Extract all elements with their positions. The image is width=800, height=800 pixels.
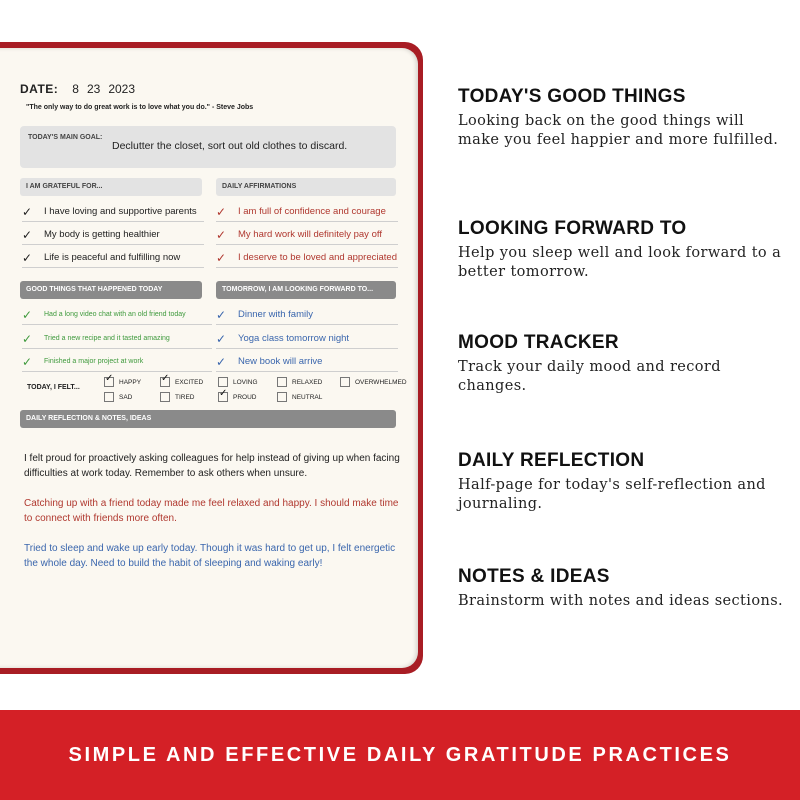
good-things-header: GOOD THINGS THAT HAPPENED TODAY — [20, 281, 202, 299]
feature-desc: Half-page for today's self-reflection and journaling. — [458, 477, 766, 512]
checkbox — [160, 392, 170, 402]
mood-relaxed — [277, 377, 322, 387]
affirm-header: DAILY AFFIRMATIONS — [216, 178, 396, 196]
good-thing-item — [22, 305, 212, 325]
feature-desc: Brainstorm with notes and ideas sections. — [458, 593, 784, 609]
mood-sad-label: SAD — [119, 393, 133, 401]
bottom-banner — [0, 710, 800, 800]
checkmark-icon: ✓ — [216, 354, 227, 369]
mood-overwhelmed-label: OVERWHELMED — [355, 378, 407, 386]
affirm-text: My hard work will definitely pay off — [238, 229, 382, 240]
feature-desc: Looking back on the good things will make you feel happier and more fulfilled. — [458, 113, 779, 148]
grateful-item — [22, 202, 204, 222]
affirm-item — [216, 202, 398, 222]
checkbox — [160, 373, 170, 387]
checkbox — [104, 373, 114, 387]
affirm-item — [216, 225, 398, 245]
checkmark-icon: ✓ — [216, 307, 227, 322]
checkmark-icon: ✓ — [216, 204, 227, 219]
feature-mood-tracker — [458, 332, 788, 396]
checkbox — [340, 377, 350, 387]
feature-title: LOOKING FORWARD TO — [458, 218, 687, 239]
grateful-text: My body is getting healthier — [44, 229, 160, 240]
feature-looking-forward — [458, 218, 788, 282]
mood-happy-label: HAPPY — [119, 378, 142, 386]
feature-todays-good-things — [458, 86, 788, 150]
checkmark-icon: ✓ — [216, 250, 227, 265]
tomorrow-text: Yoga class tomorrow night — [238, 333, 350, 344]
grateful-text: I have loving and supportive parents — [44, 206, 197, 217]
mood-loving-label: LOVING — [233, 378, 258, 386]
mood-tired — [160, 392, 195, 402]
good-thing-item — [22, 329, 212, 349]
good-thing-text: Finished a major project at work — [44, 358, 144, 365]
main-goal-label: TODAY'S MAIN GOAL: — [28, 134, 103, 141]
feature-desc: Help you sleep well and look forward to a better tomorrow. — [458, 245, 782, 280]
tomorrow-text: Dinner with family — [238, 309, 313, 320]
reflection-entry: Catching up with a friend today made me feel relaxed and happy. I should make time to connect with friends more often. — [24, 498, 399, 524]
checkbox — [218, 388, 228, 402]
checkmark-icon: ✓ — [216, 227, 227, 242]
good-thing-text: Had a long video chat with an old friend today — [44, 311, 186, 318]
grateful-header: I AM GRATEFUL FOR... — [20, 178, 202, 196]
good-thing-text: Tried a new recipe and it tasted amazing — [44, 335, 170, 342]
date-year: 2023 — [108, 82, 136, 96]
reflection-header: DAILY REFLECTION & NOTES, IDEAS — [20, 410, 396, 428]
mood-overwhelmed — [340, 377, 407, 387]
affirm-text: I am full of confidence and courage — [238, 206, 386, 217]
checkmark-icon: ✓ — [22, 307, 33, 322]
checkbox — [218, 377, 228, 387]
tomorrow-item — [216, 305, 398, 325]
banner-text: SIMPLE AND EFFECTIVE DAILY GRATITUDE PRACTICES — [68, 743, 732, 766]
feature-notes-ideas — [458, 566, 788, 611]
mood-neutral-label: NEUTRAL — [292, 393, 323, 401]
good-thing-item — [22, 352, 212, 372]
feature-title: MOOD TRACKER — [458, 332, 619, 353]
main-goal-box — [20, 126, 396, 168]
grateful-item — [22, 248, 204, 268]
mood-loving — [218, 377, 258, 387]
feature-title: TODAY'S GOOD THINGS — [458, 86, 686, 107]
reflection-entry: I felt proud for proactively asking colleagues for help instead of giving up when facing difficulties at work today. Remember to ask others when unsure. — [24, 453, 400, 479]
reflection-entry: Tried to sleep and wake up early today. Though it was hard to get up, I felt energetic the whole day. Need to build the habit of sleeping and waking early! — [24, 543, 396, 569]
date-month: 8 — [72, 82, 79, 96]
checkmark-icon: ✓ — [219, 388, 228, 399]
tomorrow-header: TOMORROW, I AM LOOKING FORWARD TO... — [216, 281, 396, 299]
mood-sad — [104, 392, 132, 402]
main-goal-text: Declutter the closet, sort out old clothes to discard. — [112, 140, 348, 152]
affirm-text: I deserve to be loved and appreciated — [238, 252, 397, 263]
checkmark-icon: ✓ — [216, 331, 227, 346]
checkmark-icon: ✓ — [22, 250, 33, 265]
quote: "The only way to do great work is to love what you do." - Steve Jobs — [26, 104, 254, 111]
mood-proud — [218, 388, 257, 402]
feature-desc: Track your daily mood and record changes. — [458, 359, 721, 394]
checkmark-icon: ✓ — [22, 331, 33, 346]
mood-excited-label: EXCITED — [175, 378, 204, 386]
date-day: 23 — [86, 82, 101, 96]
checkmark-icon: ✓ — [161, 373, 170, 384]
checkmark-icon: ✓ — [22, 354, 33, 369]
grateful-text: Life is peaceful and fulfilling now — [44, 252, 181, 263]
tomorrow-item — [216, 352, 398, 372]
checkmark-icon: ✓ — [105, 373, 114, 384]
feature-title: DAILY REFLECTION — [458, 450, 645, 471]
mood-proud-label: PROUD — [233, 393, 257, 401]
feature-daily-reflection — [458, 450, 788, 514]
mood-tired-label: TIRED — [175, 393, 195, 401]
mood-neutral — [277, 392, 322, 402]
grateful-item — [22, 225, 204, 245]
date-row — [20, 82, 143, 96]
tomorrow-text: New book will arrive — [238, 356, 323, 367]
checkmark-icon: ✓ — [22, 227, 33, 242]
checkbox — [104, 392, 114, 402]
checkbox — [277, 392, 287, 402]
mood-relaxed-label: RELAXED — [292, 378, 323, 386]
date-label: DATE: — [20, 82, 59, 96]
mood-excited — [160, 373, 204, 387]
checkbox — [277, 377, 287, 387]
tomorrow-item — [216, 329, 398, 349]
mood-happy — [104, 373, 142, 387]
mood-label: TODAY, I FELT... — [27, 384, 80, 391]
affirm-item — [216, 248, 398, 268]
feature-title: NOTES & IDEAS — [458, 566, 610, 587]
checkmark-icon: ✓ — [22, 204, 33, 219]
